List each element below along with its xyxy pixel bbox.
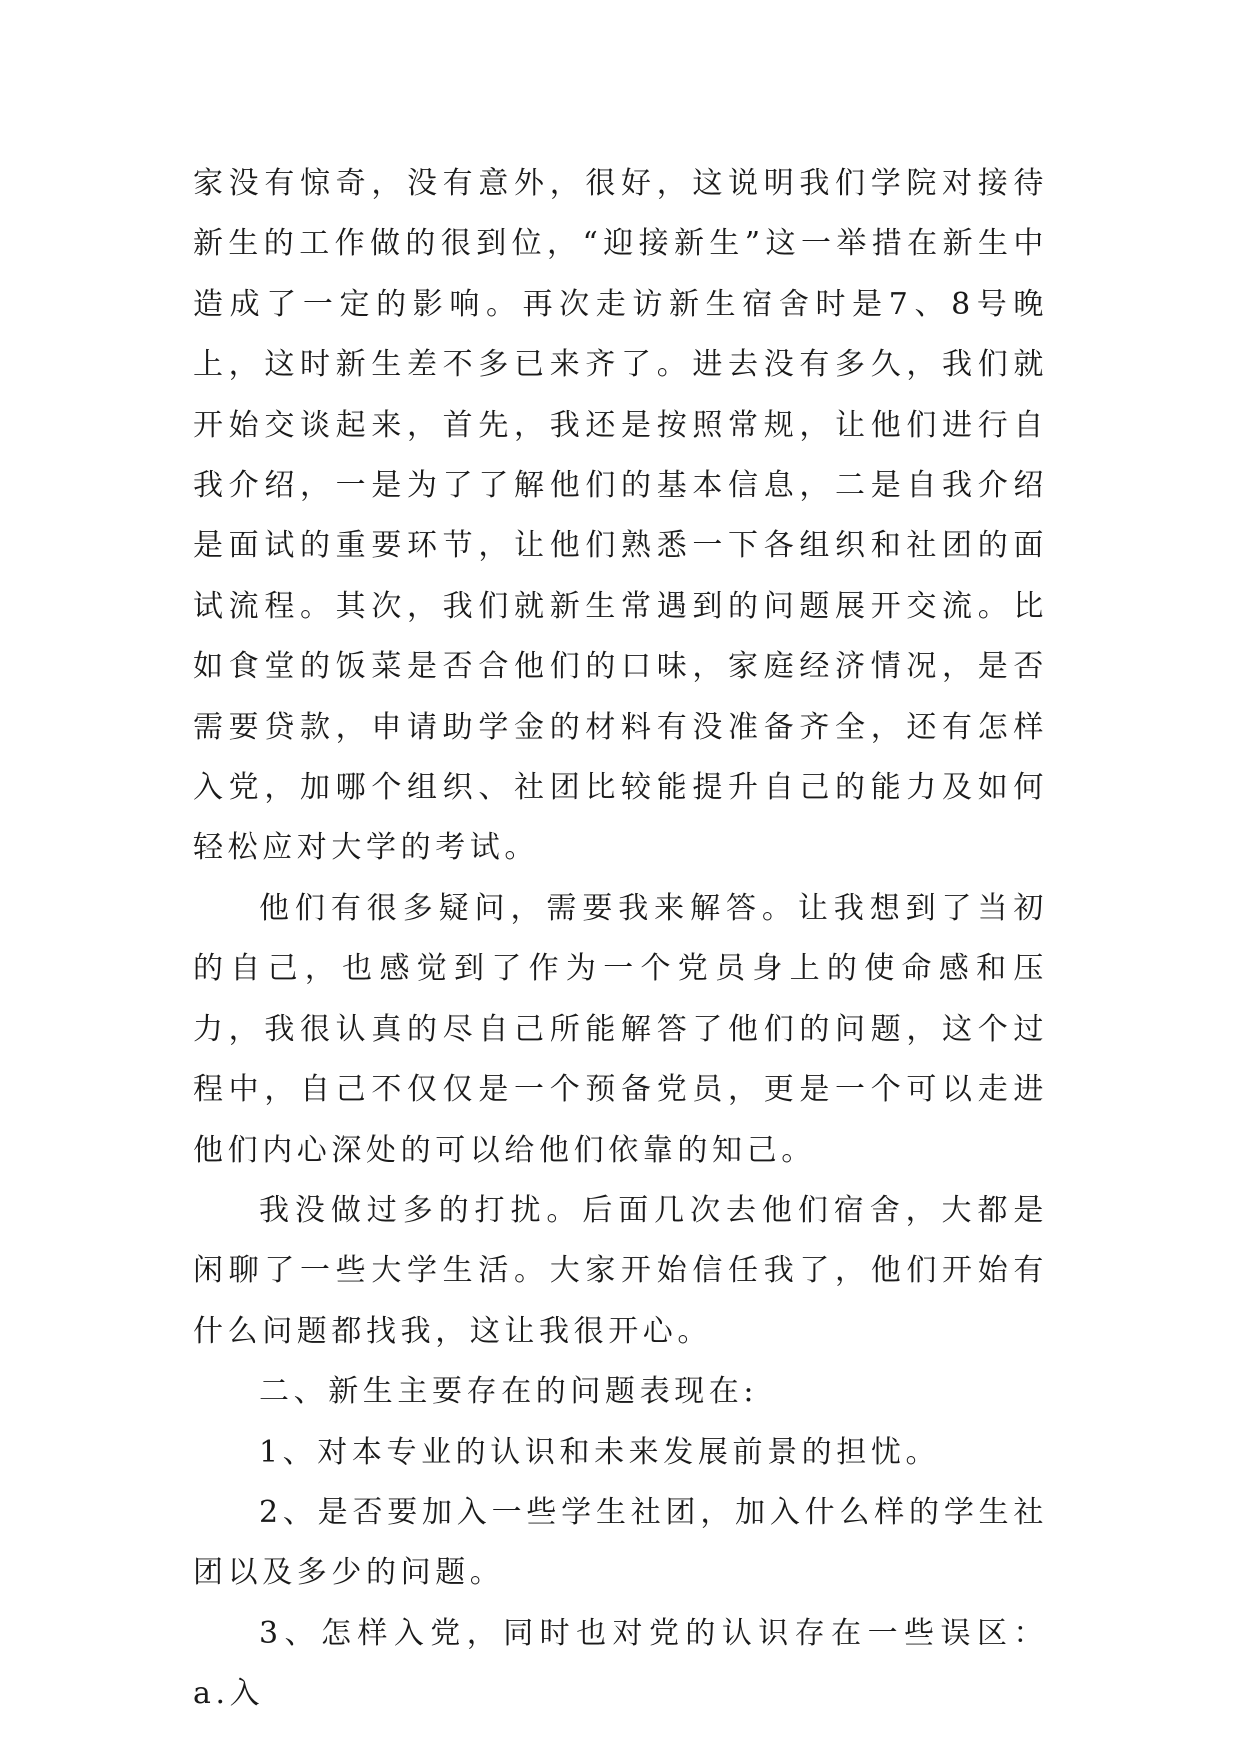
paragraph-later-visits: 我没做过多的打扰。后面几次去他们宿舍，大都是闲聊了一些大学生活。大家开始信任我了，他们开始有什么问题都找我，这让我很开心。 <box>193 1192 1048 1349</box>
section-heading-problems: 二、新生主要存在的问题表现在: <box>259 1374 759 1410</box>
paragraph-answering-questions: 他们有很多疑问，需要我来解答。让我想到了当初的自己，也感觉到了作为一个党员身上的使命感和压力，我很认真的尽自己所能解答了他们的问题，这个过程中，自己不仅仅是一个预备党员，更是一个可以走进他们内心深处的可以给他们依靠的知己。 <box>193 890 1048 1168</box>
paragraph-continued-visit: 家没有惊奇，没有意外，很好，这说明我们学院对接待新生的工作做的很到位，“迎接新生”这一举措在新生中造成了一定的影响。再次走访新生宿舍时是7、8号晚上，这时新生差不多已来齐了。进去没有多久，我们就开始交谈起来，首先，我还是按照常规，让他们进行自我介绍，一是为了了解他们的基本信息，二是自我介绍是面试的重要环节，让他们熟悉一下各组织和社团的面试流程。其次，我们就新生常遇到的问题展开交流。比如食堂的饭菜是否合他们的口味，家庭经济情况，是否需要贷款，申请助学金的材料有没准备齐全，还有怎样入党，加哪个组织、社团比较能提升自己的能力及如何轻松应对大学的考试。 <box>193 166 1048 866</box>
document-body <box>193 154 1048 1725</box>
list-item-1: 1、对本专业的认识和未来发展前景的担忧。 <box>259 1434 941 1470</box>
list-item-3: 3、怎样入党，同时也对党的认识存在一些误区： a.入 <box>193 1615 1048 1712</box>
list-item-2: 2、是否要加入一些学生社团，加入什么样的学生社团以及多少的问题。 <box>193 1494 1048 1591</box>
